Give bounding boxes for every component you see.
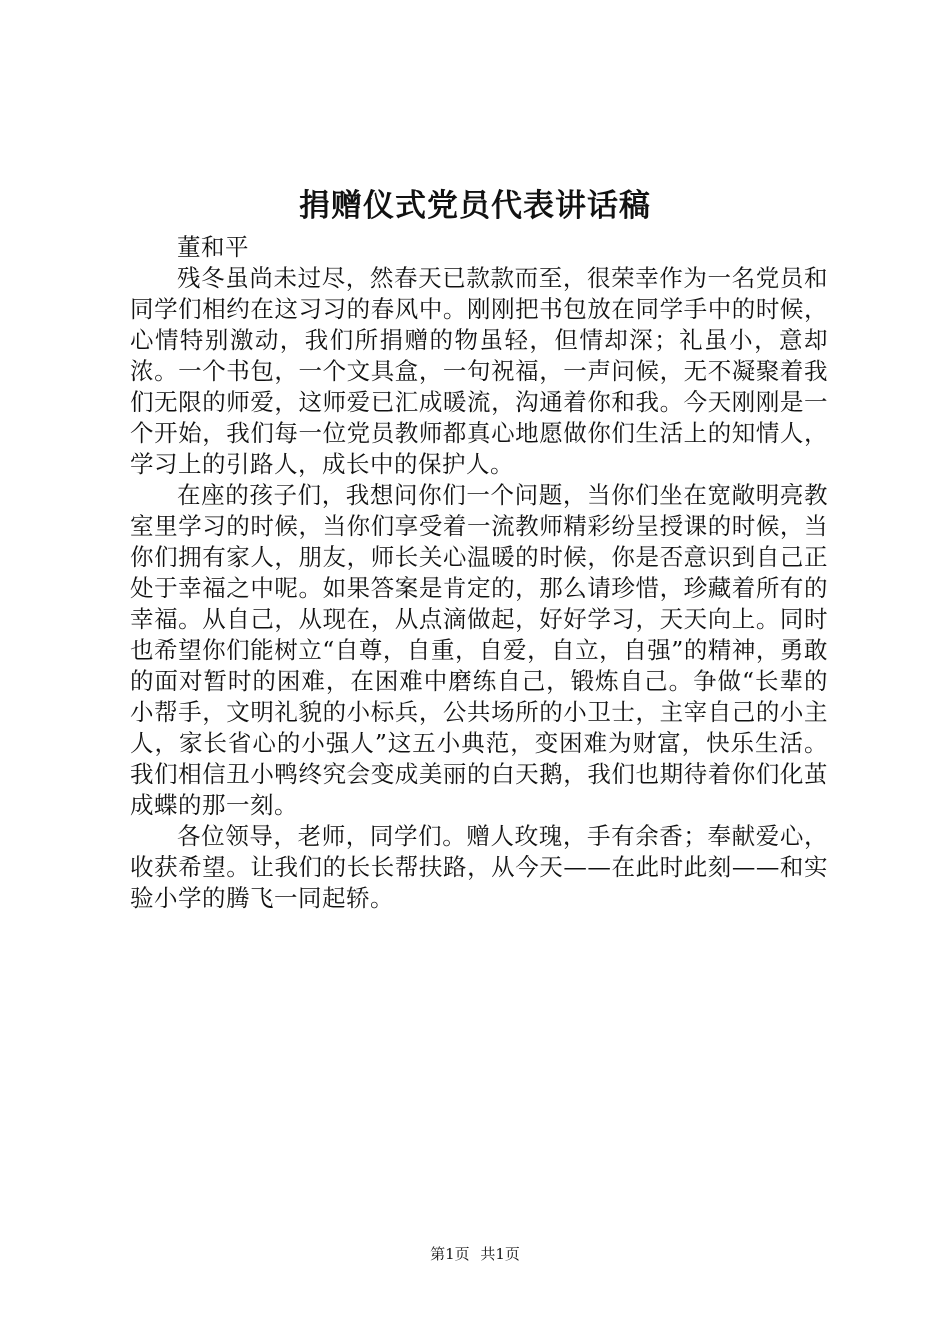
document-title: 捐赠仪式党员代表讲话稿 (299, 188, 651, 224)
document-body (130, 232, 828, 914)
page-footer (0, 1244, 950, 1264)
author-name: 董和平 (177, 233, 249, 261)
paragraph-3: 各位领导，老师，同学们。赠人玫瑰，手有余香；奉献爱心，收获希望。让我们的长长帮扶路，从今天——在此时此刻——和实验小学的腾飞一同起轿。 (130, 822, 828, 912)
page-number: 第1页 (430, 1245, 470, 1263)
paragraph-2: 在座的孩子们，我想问你们一个问题，当你们坐在宽敞明亮教室里学习的时候，当你们享受着一流教师精彩纷呈授课的时候，当你们拥有家人，朋友，师长关心温暖的时候，你是否意识到自己正处于幸福之中呢。如果答案是肯定的，那么请珍惜，珍藏着所有的幸福。从自己，从现在，从点滴做起，好好学习，天天向上。同时也希望你们能树立“自尊，自重，自爱，自立，自强”的精神，勇敢的面对暂时的困难，在困难中磨练自己，锻炼自己。争做“长辈的小帮手，文明礼貌的小标兵，公共场所的小卫士，主宰自己的小主人，家长省心的小强人”这五小典范，变困难为财富，快乐生活。我们相信丑小鸭终究会变成美丽的白天鹅，我们也期待着你们化茧成蝶的那一刻。 (130, 481, 828, 819)
paragraph-1: 残冬虽尚未过尽，然春天已款款而至，很荣幸作为一名党员和同学们相约在这习习的春风中。刚刚把书包放在同学手中的时候，心情特别激动，我们所捐赠的物虽轻，但情却深；礼虽小，意却浓。一个书包，一个文具盒，一句祝福，一声问候，无不凝聚着我们无限的师爱，这师爱已汇成暖流，沟通着你和我。今天刚刚是一个开始，我们每一位党员教师都真心地愿做你们生活上的知情人，学习上的引路人，成长中的保护人。 (130, 264, 828, 478)
page-total: 共1页 (480, 1245, 520, 1263)
